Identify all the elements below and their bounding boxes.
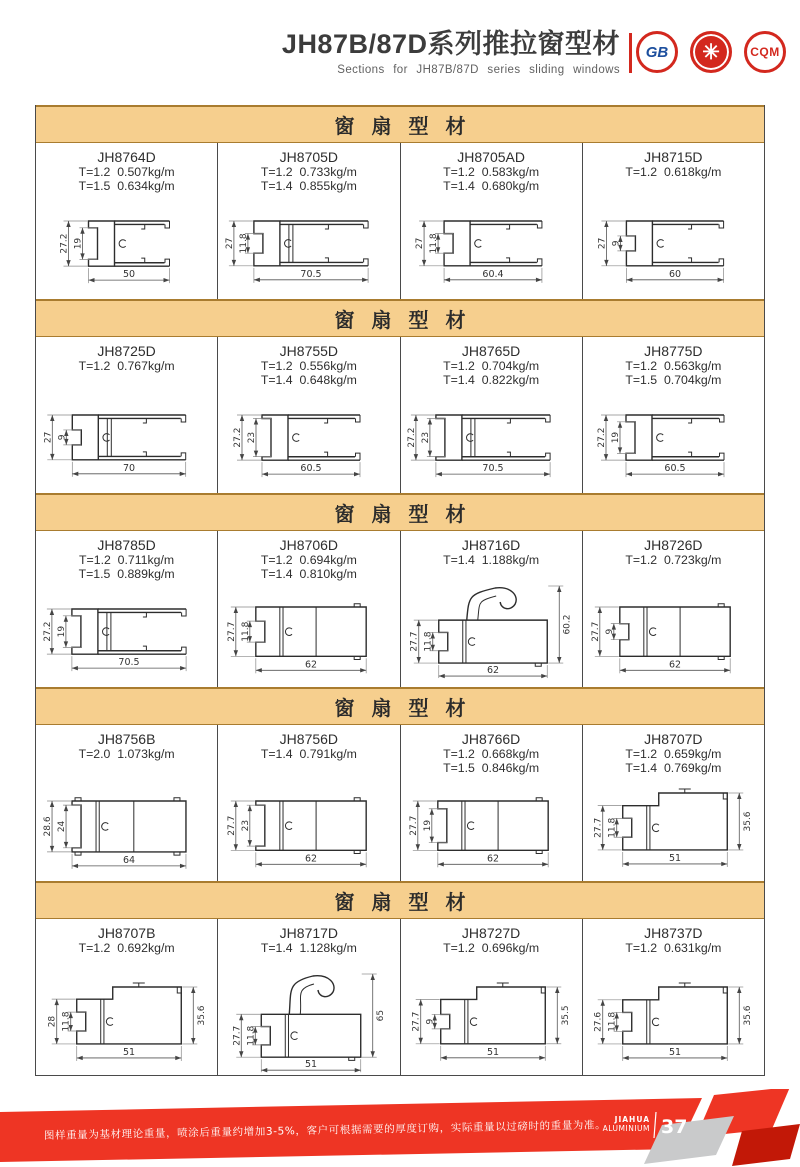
profile-spec: T=1.4 1.128kg/m [260, 941, 357, 955]
dimension-label: 28.6 [42, 816, 53, 837]
dimension-label: 51 [487, 1046, 500, 1058]
dimension-label: 27.7 [226, 815, 237, 836]
profile-drawing [585, 385, 761, 493]
section-band-title: 窗扇型材 [334, 698, 483, 720]
profile-drawing [403, 191, 579, 299]
profile-code: JH8765D [461, 343, 521, 359]
page-footer [0, 1089, 800, 1167]
dimension-label: 11.8 [61, 1011, 72, 1032]
catalog-section [36, 105, 764, 299]
dimension-label: 19 [73, 237, 84, 250]
profile-spec: T=1.4 0.680kg/m [443, 179, 540, 193]
profile-spec: T=1.4 1.188kg/m [443, 553, 540, 567]
section-band-title: 窗扇型材 [334, 504, 483, 526]
cqm-cert-logo [744, 31, 786, 73]
dimension-label: 9 [605, 628, 616, 635]
dimension-label: 62 [669, 659, 682, 671]
profile-cell-header [625, 729, 721, 773]
profile-code: JH8727D [461, 925, 521, 941]
dimension-label: 64 [122, 854, 135, 866]
dimension-label: 35.6 [743, 1005, 754, 1026]
profile-spec: T=1.5 0.846kg/m [443, 761, 540, 775]
profile-spec: T=1.2 0.733kg/m [260, 165, 357, 179]
profile-spec: T=1.5 0.889kg/m [78, 567, 175, 581]
profile-cell-header [625, 147, 721, 191]
profile-code: JH8705D [279, 149, 339, 165]
profile-cell [218, 531, 400, 687]
dimension-label: 65 [376, 1009, 387, 1022]
dimension-label: 11.8 [608, 1011, 619, 1032]
profile-drawing [221, 385, 397, 493]
catalog-section [36, 687, 764, 881]
profile-spec: T=1.2 0.618kg/m [625, 165, 722, 179]
profile-code: JH8766D [461, 731, 521, 747]
dimension-label: 35.6 [743, 811, 754, 832]
dimension-label: 51 [304, 1059, 317, 1071]
profile-code: JH8756B [97, 731, 156, 747]
profile-spec: T=1.4 0.810kg/m [260, 567, 357, 581]
profile-drawing [585, 967, 761, 1075]
profile-code: JH8764D [97, 149, 156, 165]
dimension-label: 70.5 [300, 268, 322, 280]
dimension-label: 62 [487, 665, 500, 677]
section-band-title: 窗扇型材 [334, 310, 483, 332]
dimension-label: 60.5 [300, 463, 322, 475]
profile-row [36, 143, 764, 299]
profile-drawing [403, 579, 579, 687]
dimension-label: 35.5 [560, 1005, 571, 1026]
dimension-label: 23 [421, 431, 432, 444]
section-band [36, 687, 764, 725]
page-header [0, 0, 800, 100]
profile-cell-header [625, 923, 721, 967]
profile-spec: T=1.2 0.696kg/m [443, 941, 540, 955]
dimension-label: 28 [47, 1015, 58, 1028]
section-band [36, 299, 764, 337]
catalog-section [36, 881, 764, 1075]
profile-code: JH8755D [279, 343, 339, 359]
profile-cell [583, 143, 764, 299]
dimension-label: 27 [42, 431, 53, 444]
dimension-label: 62 [304, 659, 317, 671]
profile-drawing [403, 385, 579, 493]
section-band-title: 窗扇型材 [334, 116, 483, 138]
profile-drawing [585, 579, 761, 687]
profile-code: JH8717D [279, 925, 339, 941]
profile-code: JH8707D [644, 731, 703, 747]
profile-cell-header [443, 147, 539, 191]
profile-cell-header [79, 923, 175, 967]
dimension-label: 9 [56, 434, 67, 441]
profile-cell [36, 143, 218, 299]
profile-spec: T=1.2 0.631kg/m [625, 941, 722, 955]
profile-cell [218, 143, 400, 299]
profile-spec: T=2.0 1.073kg/m [78, 747, 175, 761]
dimension-label: 60.2 [562, 614, 573, 635]
profile-spec: T=1.2 0.704kg/m [443, 359, 540, 373]
profile-row [36, 337, 764, 493]
dimension-label: 11.8 [429, 233, 440, 254]
profile-cell-header [625, 535, 721, 579]
dimension-label: 23 [246, 431, 257, 444]
profile-cell [218, 337, 400, 493]
dimension-label: 19 [422, 819, 433, 832]
profile-cell [36, 337, 218, 493]
dimension-label: 27.7 [408, 815, 419, 836]
profile-drawing [39, 967, 215, 1075]
dimension-label: 51 [669, 1046, 682, 1058]
profile-cell-header [625, 341, 721, 385]
footer-ribbon [0, 1089, 800, 1167]
dimension-label: 70.5 [482, 463, 504, 475]
profile-spec: T=1.4 0.648kg/m [260, 373, 357, 387]
star-logo-icon: ✳ [702, 40, 720, 64]
profile-spec: T=1.2 0.507kg/m [78, 165, 175, 179]
profile-cell-header [443, 729, 539, 773]
gb-logo-text: GB [645, 43, 669, 61]
profile-cell [401, 337, 583, 493]
gb-cert-logo [636, 31, 678, 73]
dimension-label: 27 [415, 237, 426, 250]
profile-cell [583, 919, 764, 1075]
dimension-label: 62 [487, 853, 500, 865]
profile-row [36, 531, 764, 687]
profile-spec: T=1.5 0.704kg/m [625, 373, 722, 387]
profile-drawing [39, 773, 215, 881]
catalog-section [36, 493, 764, 687]
profile-code: JH8756D [279, 731, 339, 747]
dimension-label: 35.6 [196, 1005, 207, 1026]
dimension-label: 11.8 [240, 621, 251, 642]
page-subtitle: Sections for JH87B/87D series sliding windows [337, 64, 620, 76]
profile-spec: T=1.2 0.668kg/m [443, 747, 540, 761]
profile-cell-header [443, 341, 539, 385]
dimension-label: 23 [240, 819, 251, 832]
profile-cell [401, 725, 583, 881]
section-band [36, 881, 764, 919]
dimension-label: 51 [122, 1046, 135, 1058]
page-title: JH87B/87D系列推拉窗型材 [281, 29, 620, 59]
profile-code: JH8737D [644, 925, 703, 941]
profile-spec: T=1.2 0.583kg/m [443, 165, 540, 179]
profile-cell [36, 531, 218, 687]
profile-code: JH8726D [644, 537, 703, 553]
profile-spec: T=1.2 0.694kg/m [260, 553, 357, 567]
dimension-label: 27.7 [411, 1011, 422, 1032]
profile-cell-header [443, 923, 539, 967]
profile-code: JH8705AD [457, 149, 525, 165]
profile-spec: T=1.2 0.692kg/m [78, 941, 175, 955]
dimension-label: 27.7 [594, 817, 605, 838]
footer-brand-line2: ALUMINIUM [602, 1124, 650, 1133]
footer-brand-line1: JIAHUA [614, 1115, 650, 1124]
profile-cell-header [261, 147, 357, 191]
profile-cell [583, 531, 764, 687]
dimension-label: 60.5 [664, 463, 686, 475]
dimension-label: 19 [611, 431, 622, 444]
profile-spec: T=1.5 0.634kg/m [78, 179, 175, 193]
profile-code: JH8785D [97, 537, 156, 553]
profile-cell [218, 725, 400, 881]
header-divider [629, 33, 632, 73]
profile-row [36, 919, 764, 1075]
profile-spec: T=1.4 0.855kg/m [260, 179, 357, 193]
profile-drawing [39, 385, 215, 493]
catalog-section [36, 299, 764, 493]
profile-spec: T=1.2 0.659kg/m [625, 747, 722, 761]
profile-cell-header [261, 341, 357, 385]
profile-drawing [585, 773, 761, 881]
profile-cell [36, 725, 218, 881]
dimension-label: 27 [597, 237, 608, 250]
profile-code: JH8707B [97, 925, 156, 941]
star-cert-logo [690, 31, 732, 73]
section-band [36, 105, 764, 143]
dimension-label: 9 [425, 1018, 436, 1025]
certification-logos [636, 31, 786, 73]
dimension-label: 70 [122, 462, 135, 474]
profile-drawing [221, 773, 397, 881]
dimension-label: 70.5 [118, 657, 140, 669]
dimension-label: 27.6 [594, 1011, 605, 1032]
profile-cell-header [79, 341, 175, 385]
profile-spec: T=1.2 0.556kg/m [260, 359, 357, 373]
title-block [282, 22, 620, 76]
profile-drawing [221, 191, 397, 299]
profile-spec: T=1.2 0.711kg/m [79, 553, 175, 567]
profile-cell [583, 337, 764, 493]
profile-cell-header [261, 923, 357, 967]
dimension-label: 19 [56, 625, 67, 638]
dimension-label: 27 [224, 237, 235, 250]
dimension-label: 11.8 [246, 1025, 257, 1046]
profile-code: JH8706D [279, 537, 339, 553]
profile-cell-header [79, 729, 175, 773]
profile-cell [218, 919, 400, 1075]
profile-table [35, 105, 765, 1076]
profile-cell [401, 143, 583, 299]
profile-code: JH8716D [461, 537, 521, 553]
dimension-label: 9 [611, 240, 622, 247]
dimension-label: 27.7 [226, 621, 237, 642]
profile-drawing [585, 191, 761, 299]
dimension-label: 50 [122, 269, 135, 281]
profile-cell-header [79, 535, 175, 579]
cqm-logo-text: CQM [750, 45, 780, 59]
profile-cell [36, 919, 218, 1075]
profile-cell [401, 531, 583, 687]
profile-code: JH8725D [97, 343, 156, 359]
dimension-label: 27.7 [232, 1025, 243, 1046]
profile-cell [401, 919, 583, 1075]
profile-cell [583, 725, 764, 881]
profile-spec: T=1.4 0.769kg/m [625, 761, 722, 775]
footer-note: 图样重量为基材理论重量，喷涂后重量约增加3-5%，客户可根据需要的厚度订购，实际重量以过磅时的重量为准。 [43, 1119, 607, 1142]
dimension-label: 60 [669, 268, 682, 280]
profile-cell-header [79, 147, 175, 191]
profile-spec: T=1.2 0.563kg/m [625, 359, 722, 373]
dimension-label: 27.7 [591, 621, 602, 642]
profile-drawing [403, 967, 579, 1075]
profile-spec: T=1.2 0.767kg/m [78, 359, 175, 373]
profile-spec: T=1.4 0.822kg/m [443, 373, 540, 387]
section-band-title: 窗扇型材 [334, 892, 483, 914]
section-band [36, 493, 764, 531]
dimension-label: 27.2 [42, 621, 53, 642]
profile-cell-header [261, 535, 357, 579]
profile-spec: T=1.4 0.791kg/m [260, 747, 357, 761]
profile-drawing [39, 191, 215, 299]
profile-cell-header [261, 729, 357, 773]
dimension-label: 62 [304, 853, 317, 865]
dimension-label: 11.8 [423, 631, 434, 652]
dimension-label: 27.2 [232, 427, 243, 448]
profile-spec: T=1.2 0.723kg/m [625, 553, 722, 567]
profile-code: JH8715D [644, 149, 703, 165]
profile-drawing [39, 579, 215, 687]
dimension-label: 24 [56, 820, 67, 833]
dimension-label: 11.8 [238, 233, 249, 254]
dimension-label: 11.8 [608, 817, 619, 838]
profile-drawing [221, 967, 397, 1075]
dimension-label: 27.2 [407, 427, 418, 448]
profile-drawing [221, 579, 397, 687]
footer-page-number: 37 [661, 1116, 688, 1138]
dimension-label: 27.2 [597, 427, 608, 448]
dimension-label: 60.4 [482, 268, 504, 280]
profile-row [36, 725, 764, 881]
dimension-label: 27.7 [409, 631, 420, 652]
dimension-label: 27.2 [59, 233, 70, 254]
profile-cell-header [443, 535, 539, 579]
profile-drawing [403, 773, 579, 881]
dimension-label: 51 [669, 852, 682, 864]
profile-code: JH8775D [644, 343, 703, 359]
